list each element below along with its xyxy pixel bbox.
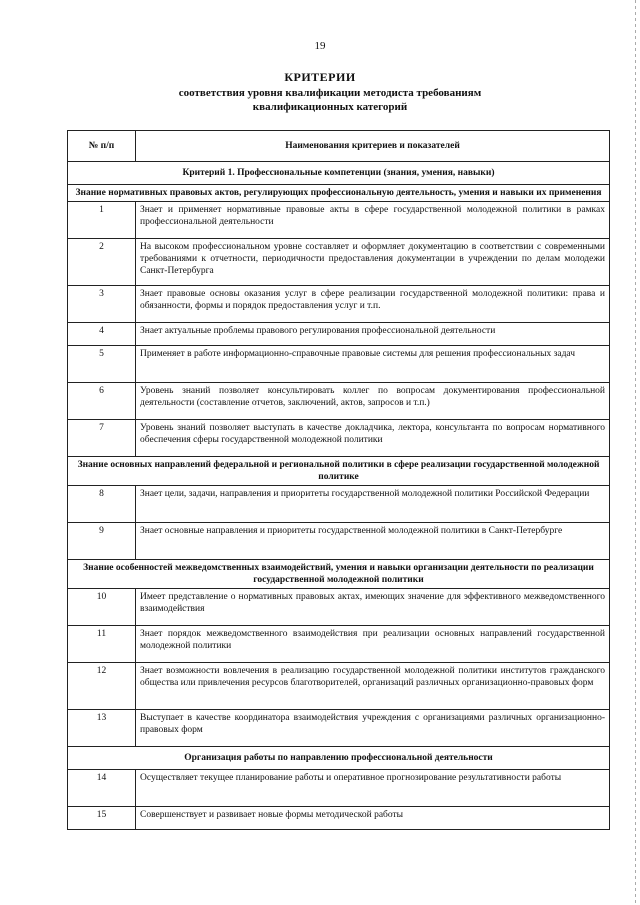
row-text: Имеет представление о нормативных правовых актах, имеющих значение для эффективного межведомственного взаимодействия bbox=[136, 589, 610, 626]
document-subtitle: соответствия уровня квалификации методиста требованиям квалификационных категорий bbox=[178, 87, 482, 113]
row-text: Уровень знаний позволяет выступать в качестве докладчика, лектора, консультанта по вопросам нормативного обеспечения сферы государственной молодежной политики bbox=[136, 420, 610, 457]
row-text: Уровень знаний позволяет консультировать коллег по вопросам документирования профессиональной деятельности (составление отчетов, заключений, актов, запросов и т.п.) bbox=[136, 383, 610, 420]
row-text: Знает актуальные проблемы правового регулирования профессиональной деятельности bbox=[136, 323, 610, 346]
criteria-table bbox=[67, 130, 610, 830]
row-num: 5 bbox=[68, 346, 136, 383]
row-num: 14 bbox=[68, 770, 136, 807]
table-row bbox=[68, 589, 610, 626]
row-text: Знает цели, задачи, направления и приоритеты государственной молодежной политики Российской Федерации bbox=[136, 486, 610, 523]
row-text: Применяет в работе информационно-справочные правовые системы для решения профессиональных задач bbox=[136, 346, 610, 383]
section-title: Знание основных направлений федеральной и региональной политики в сфере реализации государственной молодежной политике bbox=[68, 457, 610, 486]
row-text: Совершенствует и развивает новые формы методической работы bbox=[136, 807, 610, 830]
row-num: 9 bbox=[68, 523, 136, 560]
row-text: Осуществляет текущее планирование работы и оперативное прогнозирование результативности работы bbox=[136, 770, 610, 807]
table-row bbox=[68, 383, 610, 420]
row-num: 2 bbox=[68, 239, 136, 286]
table-row bbox=[68, 486, 610, 523]
section-row bbox=[68, 457, 610, 486]
table-row bbox=[68, 807, 610, 830]
header-name: Наименования критериев и показателей bbox=[136, 131, 610, 162]
row-num: 1 bbox=[68, 202, 136, 239]
row-num: 8 bbox=[68, 486, 136, 523]
row-text: Знает и применяет нормативные правовые акты в сфере государственной молодежной политики в рамках профессиональной деятельности bbox=[136, 202, 610, 239]
table-row bbox=[68, 710, 610, 747]
row-num: 15 bbox=[68, 807, 136, 830]
row-num: 10 bbox=[68, 589, 136, 626]
row-num: 4 bbox=[68, 323, 136, 346]
row-text: Знает возможности вовлечения в реализацию государственной молодежной политики институтов гражданского общества или привлечения ресурсов благотворителей, организаций различных организационно-правовых форм bbox=[136, 663, 610, 710]
row-text: Выступает в качестве координатора взаимодействия учреждения с организациями различных организационно-правовых форм bbox=[136, 710, 610, 747]
table-row bbox=[68, 323, 610, 346]
document-title: КРИТЕРИИ bbox=[284, 70, 356, 84]
scan-edge-line bbox=[635, 0, 636, 905]
section-title: Организация работы по направлению профессиональной деятельности bbox=[68, 747, 610, 770]
row-num: 3 bbox=[68, 286, 136, 323]
section-row bbox=[68, 185, 610, 202]
table-row bbox=[68, 239, 610, 286]
table-row bbox=[68, 202, 610, 239]
table-row bbox=[68, 626, 610, 663]
section-title: Знание особенностей межведомственных взаимодействий, умения и навыки организации деятельности по реализации государственной молодежной политики bbox=[68, 560, 610, 589]
criterion-title: Критерий 1. Профессиональные компетенции (знания, умения, навыки) bbox=[68, 162, 610, 185]
table-row bbox=[68, 420, 610, 457]
header-num: № п/п bbox=[68, 131, 136, 162]
row-text: Знает порядок межведомственного взаимодействия при реализации основных направлений государственной молодежной политики bbox=[136, 626, 610, 663]
row-num: 11 bbox=[68, 626, 136, 663]
table-row bbox=[68, 346, 610, 383]
section-title: Знание нормативных правовых актов, регулирующих профессиональную деятельность, умения и навыки их применения bbox=[68, 185, 610, 202]
row-text: Знает основные направления и приоритеты государственной молодежной политики в Санкт-Петербурге bbox=[136, 523, 610, 560]
row-num: 7 bbox=[68, 420, 136, 457]
row-num: 12 bbox=[68, 663, 136, 710]
table-header-row bbox=[68, 131, 610, 162]
table-row bbox=[68, 663, 610, 710]
row-num: 13 bbox=[68, 710, 136, 747]
criterion-row bbox=[68, 162, 610, 185]
section-row bbox=[68, 747, 610, 770]
section-row bbox=[68, 560, 610, 589]
table-row bbox=[68, 770, 610, 807]
row-num: 6 bbox=[68, 383, 136, 420]
page-number: 19 bbox=[314, 40, 326, 52]
row-text: Знает правовые основы оказания услуг в сфере реализации государственной молодежной политики: права и обязанности, формы и порядок предоставления услуг и т.п. bbox=[136, 286, 610, 323]
table-row bbox=[68, 523, 610, 560]
table-row bbox=[68, 286, 610, 323]
row-text: На высоком профессиональном уровне составляет и оформляет документацию в соответствии с современными требованиями к отчетности, периодичности предоставления документации в учреждении по делам молодежи Санкт-Петербурга bbox=[136, 239, 610, 286]
